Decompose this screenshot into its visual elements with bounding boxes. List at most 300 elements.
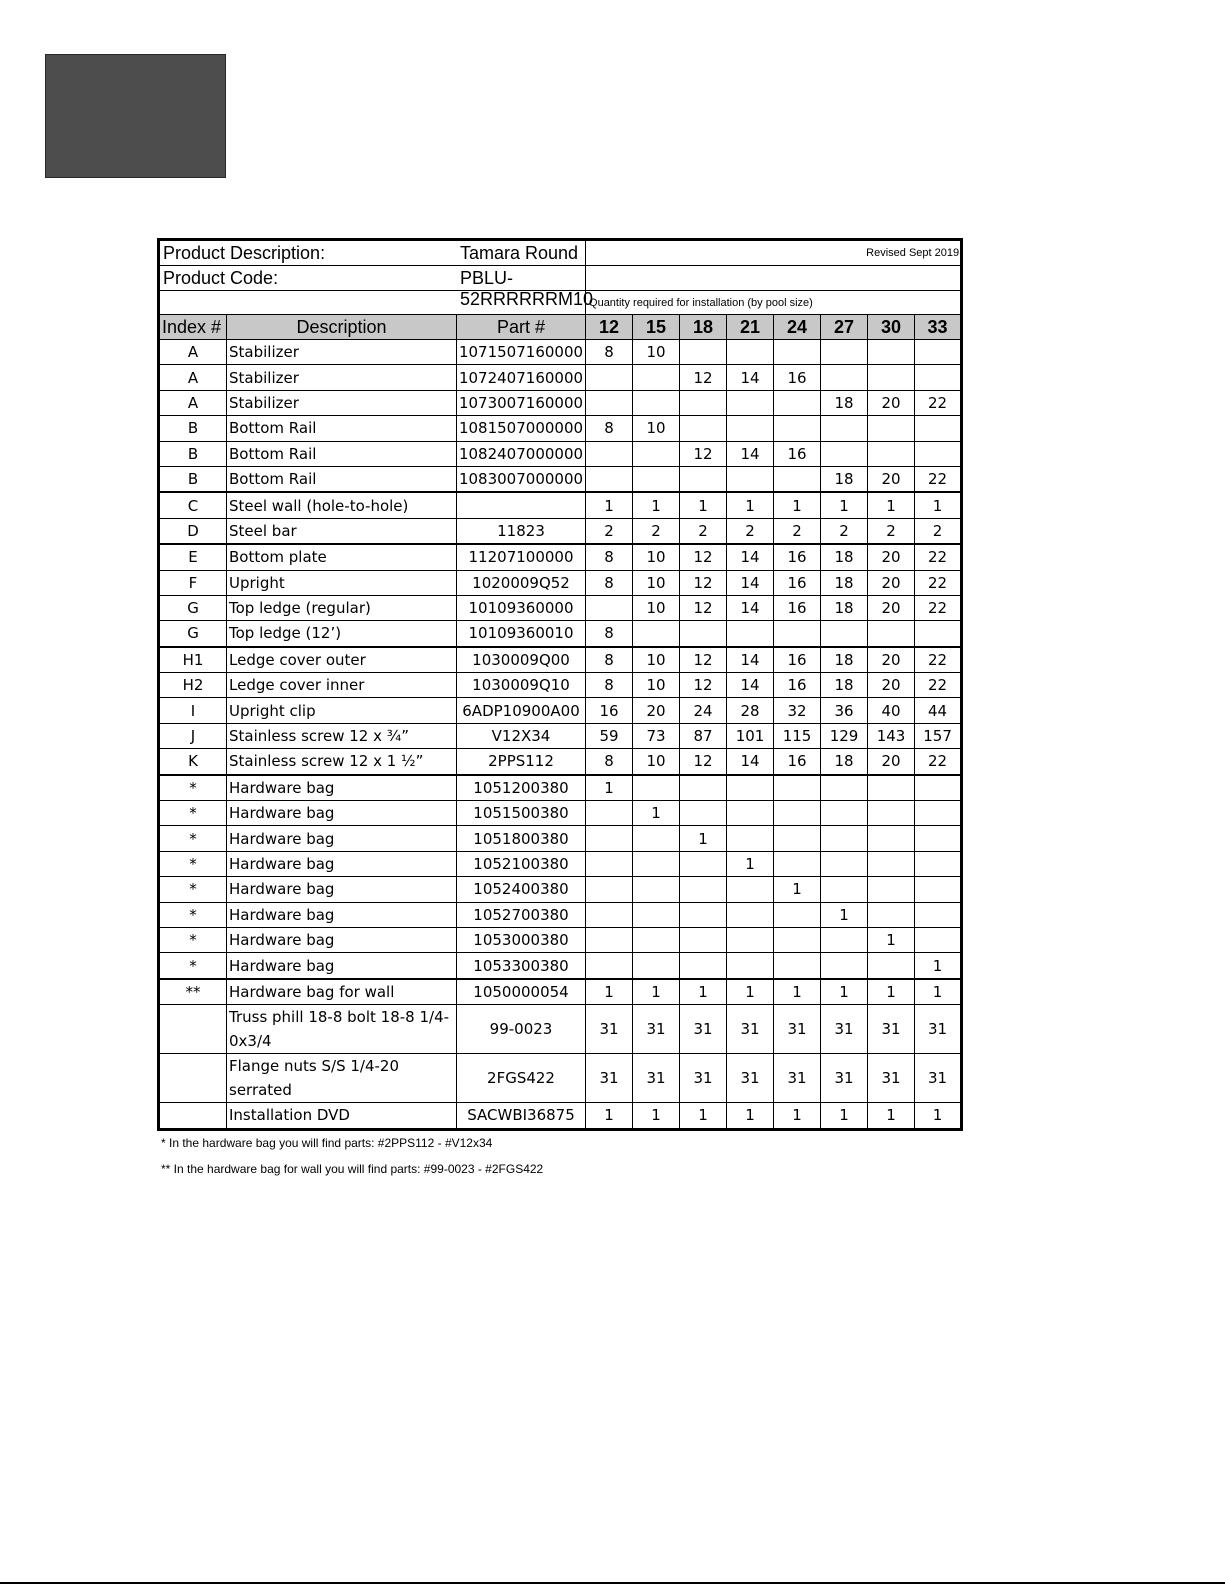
quantity-cell: 20: [868, 749, 915, 775]
quantity-cell: [915, 801, 962, 826]
index-cell: *: [159, 801, 227, 826]
table-row: [159, 953, 962, 979]
quantity-cell: 2: [727, 518, 774, 544]
quantity-cell: [680, 927, 727, 952]
quantity-cell: 20: [868, 466, 915, 492]
quantity-cell: 1: [868, 979, 915, 1005]
quantity-cell: 18: [821, 544, 868, 570]
index-cell: G: [159, 595, 227, 620]
quantity-cell: 16: [774, 595, 821, 620]
quantity-cell: [868, 902, 915, 927]
quantity-cell: 1: [774, 1103, 821, 1129]
index-cell: A: [159, 340, 227, 365]
quantity-cell: 24: [680, 698, 727, 723]
quantity-cell: [586, 441, 633, 466]
quantity-cell: 8: [586, 673, 633, 698]
quantity-cell: [821, 621, 868, 647]
quantity-cell: [633, 927, 680, 952]
quantity-cell: [586, 877, 633, 902]
description-cell: Steel bar: [227, 518, 457, 544]
quantity-cell: [774, 466, 821, 492]
quantity-cell: 20: [868, 390, 915, 415]
product-description-row: [159, 240, 962, 266]
quantity-cell: 73: [633, 723, 680, 748]
quantity-cell: 18: [821, 673, 868, 698]
quantity-cell: [727, 801, 774, 826]
part-number-cell: 1082407000000: [457, 441, 586, 466]
part-number-cell: 1053300380: [457, 953, 586, 979]
quantity-cell: 22: [915, 570, 962, 595]
part-number-cell: 2FGS422: [457, 1054, 586, 1103]
description-cell: Stainless screw 12 x 1 ½”: [227, 749, 457, 775]
description-cell: Hardware bag: [227, 927, 457, 952]
quantity-cell: [680, 466, 727, 492]
quantity-cell: [915, 340, 962, 365]
quantity-cell: [586, 826, 633, 851]
table-row: [159, 340, 962, 365]
quantity-cell: 1: [774, 492, 821, 518]
table-row: [159, 673, 962, 698]
quantity-cell: [633, 365, 680, 390]
description-cell: Bottom Rail: [227, 441, 457, 466]
quantity-cell: [774, 927, 821, 952]
quantity-cell: 1: [915, 979, 962, 1005]
column-header-size: 33: [915, 315, 962, 340]
quantity-cell: [727, 877, 774, 902]
table-row: [159, 570, 962, 595]
part-number-cell: [457, 492, 586, 518]
description-cell: Hardware bag: [227, 877, 457, 902]
product-code-value: PBLU-52RRRRRRM10: [460, 267, 594, 309]
quantity-cell: 8: [586, 416, 633, 441]
quantity-cell: 1: [774, 877, 821, 902]
quantity-cell: [821, 340, 868, 365]
table-row: [159, 801, 962, 826]
quantity-cell: [633, 775, 680, 801]
quantity-cell: 12: [680, 673, 727, 698]
quantity-cell: [774, 851, 821, 876]
part-number-cell: 1020009Q52: [457, 570, 586, 595]
part-number-cell: 11823: [457, 518, 586, 544]
description-cell: Hardware bag: [227, 851, 457, 876]
quantity-cell: [680, 953, 727, 979]
quantity-cell: 1: [633, 979, 680, 1005]
quantity-cell: 1: [586, 1103, 633, 1129]
quantity-cell: 1: [774, 979, 821, 1005]
quantity-cell: [680, 801, 727, 826]
quantity-cell: [774, 621, 821, 647]
part-number-cell: 1051500380: [457, 801, 586, 826]
quantity-cell: 31: [915, 1005, 962, 1054]
quantity-cell: [586, 365, 633, 390]
quantity-cell: [633, 441, 680, 466]
index-cell: [159, 1005, 227, 1054]
quantity-cell: 14: [727, 570, 774, 595]
index-cell: K: [159, 749, 227, 775]
table-row: [159, 441, 962, 466]
quantity-cell: 1: [680, 492, 727, 518]
quantity-cell: [821, 927, 868, 952]
quantity-cell: [868, 877, 915, 902]
quantity-cell: 1: [633, 801, 680, 826]
part-number-cell: 1051800380: [457, 826, 586, 851]
index-cell: B: [159, 416, 227, 441]
quantity-cell: 1: [868, 492, 915, 518]
description-cell: Stabilizer: [227, 340, 457, 365]
part-number-cell: SACWBI36875: [457, 1103, 586, 1129]
quantity-cell: [680, 621, 727, 647]
quantity-cell: [633, 902, 680, 927]
index-cell: *: [159, 826, 227, 851]
quantity-cell: [633, 851, 680, 876]
quantity-cell: 1: [727, 979, 774, 1005]
quantity-cell: 8: [586, 647, 633, 673]
quantity-cell: 31: [586, 1005, 633, 1054]
table-row: [159, 416, 962, 441]
table-row: [159, 826, 962, 851]
quantity-cell: [586, 851, 633, 876]
page-bottom-rule: [0, 1582, 1225, 1584]
quantity-cell: 14: [727, 673, 774, 698]
quantity-cell: 8: [586, 544, 633, 570]
quantity-cell: 14: [727, 365, 774, 390]
quantity-cell: [727, 953, 774, 979]
quantity-cell: 10: [633, 749, 680, 775]
index-cell: H1: [159, 647, 227, 673]
table-row: [159, 723, 962, 748]
table-row: [159, 365, 962, 390]
index-cell: *: [159, 877, 227, 902]
index-cell: B: [159, 466, 227, 492]
quantity-cell: 22: [915, 466, 962, 492]
quantity-cell: 31: [680, 1054, 727, 1103]
table-row: [159, 647, 962, 673]
quantity-cell: 12: [680, 749, 727, 775]
quantity-cell: [868, 365, 915, 390]
description-cell: Stabilizer: [227, 365, 457, 390]
quantity-cell: 2: [633, 518, 680, 544]
column-header-index: Index #: [159, 315, 227, 340]
quantity-cell: [727, 340, 774, 365]
quantity-cell: 32: [774, 698, 821, 723]
revised-date: Revised Sept 2019: [586, 240, 962, 266]
product-description-cell: [159, 240, 586, 266]
column-header-size: 21: [727, 315, 774, 340]
quantity-cell: 1: [727, 1103, 774, 1129]
quantity-cell: 18: [821, 390, 868, 415]
description-cell: Hardware bag for wall: [227, 979, 457, 1005]
quantity-cell: 31: [633, 1054, 680, 1103]
quantity-cell: 20: [868, 673, 915, 698]
quantity-cell: 31: [821, 1054, 868, 1103]
quantity-cell: [727, 621, 774, 647]
quantity-cell: 14: [727, 441, 774, 466]
part-number-cell: 1052700380: [457, 902, 586, 927]
quantity-cell: 28: [727, 698, 774, 723]
quantity-cell: 31: [727, 1054, 774, 1103]
part-number-cell: 1073007160000: [457, 390, 586, 415]
quantity-cell: 14: [727, 595, 774, 620]
quantity-cell: 31: [821, 1005, 868, 1054]
quantity-cell: 20: [868, 647, 915, 673]
quantity-cell: 12: [680, 570, 727, 595]
quantity-cell: 16: [774, 441, 821, 466]
quantity-cell: 12: [680, 544, 727, 570]
part-number-cell: 1050000054: [457, 979, 586, 1005]
description-cell: Flange nuts S/S 1/4-20 serrated: [227, 1054, 457, 1103]
description-cell: Hardware bag: [227, 775, 457, 801]
quantity-cell: 2: [774, 518, 821, 544]
part-number-cell: 1083007000000: [457, 466, 586, 492]
quantity-cell: 20: [633, 698, 680, 723]
table-row: [159, 1103, 962, 1129]
description-cell: Top ledge (12’): [227, 621, 457, 647]
column-header-part: Part #: [457, 315, 586, 340]
index-cell: H2: [159, 673, 227, 698]
table-row: [159, 492, 962, 518]
description-cell: Truss phill 18-8 bolt 18-8 1/4-0x3/4: [227, 1005, 457, 1054]
table-row: [159, 595, 962, 620]
quantity-cell: 10: [633, 340, 680, 365]
quantity-cell: 18: [821, 466, 868, 492]
quantity-cell: 22: [915, 544, 962, 570]
quantity-cell: [680, 851, 727, 876]
quantity-cell: 2: [821, 518, 868, 544]
dark-placeholder-box: [45, 54, 226, 178]
quantity-cell: 18: [821, 595, 868, 620]
quantity-cell: 31: [868, 1054, 915, 1103]
quantity-cell: 16: [774, 673, 821, 698]
table-row: [159, 698, 962, 723]
quantity-cell: [586, 466, 633, 492]
description-cell: Upright clip: [227, 698, 457, 723]
quantity-cell: 31: [774, 1005, 821, 1054]
quantity-cell: [586, 801, 633, 826]
quantity-cell: [774, 775, 821, 801]
quantity-cell: 1: [821, 492, 868, 518]
part-number-cell: 1030009Q10: [457, 673, 586, 698]
description-cell: Bottom Rail: [227, 466, 457, 492]
part-number-cell: 1051200380: [457, 775, 586, 801]
quantity-cell: 22: [915, 749, 962, 775]
quantity-cell: [915, 365, 962, 390]
quantity-cell: [868, 775, 915, 801]
quantity-cell: 8: [586, 570, 633, 595]
quantity-cell: 8: [586, 749, 633, 775]
quantity-cell: [633, 390, 680, 415]
quantity-cell: 18: [821, 749, 868, 775]
quantity-cell: 31: [915, 1054, 962, 1103]
part-number-cell: 2PPS112: [457, 749, 586, 775]
quantity-cell: 16: [774, 365, 821, 390]
table-row: [159, 902, 962, 927]
quantity-cell: [774, 902, 821, 927]
quantity-cell: 2: [915, 518, 962, 544]
part-number-cell: 1053000380: [457, 927, 586, 952]
quantity-cell: [633, 621, 680, 647]
index-cell: [159, 1103, 227, 1129]
quantity-cell: [586, 953, 633, 979]
quantity-cell: [727, 902, 774, 927]
quantity-cell: [586, 902, 633, 927]
index-cell: **: [159, 979, 227, 1005]
quantity-cell: 12: [680, 647, 727, 673]
quantity-cell: 2: [868, 518, 915, 544]
quantity-cell: [868, 416, 915, 441]
column-header-size: 12: [586, 315, 633, 340]
quantity-cell: 31: [633, 1005, 680, 1054]
quantity-cell: 20: [868, 544, 915, 570]
quantity-cell: [586, 390, 633, 415]
table-row: [159, 518, 962, 544]
description-cell: Installation DVD: [227, 1103, 457, 1129]
quantity-cell: [915, 851, 962, 876]
description-cell: Top ledge (regular): [227, 595, 457, 620]
quantity-cell: [774, 390, 821, 415]
table-row: [159, 1054, 962, 1103]
quantity-cell: 16: [774, 749, 821, 775]
column-header-row: [159, 315, 962, 340]
quantity-cell: 143: [868, 723, 915, 748]
quantity-cell: [821, 877, 868, 902]
quantity-cell: [680, 775, 727, 801]
quantity-cell: 2: [680, 518, 727, 544]
description-cell: Stabilizer: [227, 390, 457, 415]
part-number-cell: 1030009Q00: [457, 647, 586, 673]
quantity-cell: [821, 826, 868, 851]
table-row: [159, 979, 962, 1005]
description-cell: Bottom plate: [227, 544, 457, 570]
quantity-cell: 1: [821, 902, 868, 927]
column-header-size: 24: [774, 315, 821, 340]
quantity-cell: [774, 826, 821, 851]
quantity-cell: 10: [633, 595, 680, 620]
quantity-cell: 1: [727, 851, 774, 876]
quantity-cell: [727, 466, 774, 492]
product-description-value: Tamara Round: [460, 242, 579, 263]
quantity-cell: 14: [727, 749, 774, 775]
quantity-cell: 16: [774, 544, 821, 570]
column-header-size: 27: [821, 315, 868, 340]
quantity-cell: 1: [727, 492, 774, 518]
quantity-cell: 22: [915, 647, 962, 673]
table-row: [159, 544, 962, 570]
table-row: [159, 749, 962, 775]
description-cell: Bottom Rail: [227, 416, 457, 441]
description-cell: Hardware bag: [227, 953, 457, 979]
part-number-cell: 10109360000: [457, 595, 586, 620]
quantity-cell: 31: [680, 1005, 727, 1054]
part-number-cell: 10109360010: [457, 621, 586, 647]
column-header-size: 15: [633, 315, 680, 340]
quantity-cell: [821, 851, 868, 876]
index-cell: *: [159, 902, 227, 927]
quantity-cell: 36: [821, 698, 868, 723]
table-row: [159, 466, 962, 492]
quantity-note: Quantity required for installation (by pool size): [586, 291, 962, 315]
parts-table: [157, 238, 963, 1131]
table-row: [159, 877, 962, 902]
index-cell: A: [159, 365, 227, 390]
index-cell: G: [159, 621, 227, 647]
quantity-cell: [680, 340, 727, 365]
quantity-cell: 101: [727, 723, 774, 748]
quantity-cell: 1: [680, 1103, 727, 1129]
quantity-cell: [821, 801, 868, 826]
quantity-cell: 1: [680, 979, 727, 1005]
description-cell: Ledge cover outer: [227, 647, 457, 673]
quantity-cell: [727, 775, 774, 801]
quantity-cell: 16: [774, 647, 821, 673]
quantity-cell: [633, 953, 680, 979]
quantity-cell: [868, 826, 915, 851]
quantity-cell: [821, 441, 868, 466]
quantity-cell: 40: [868, 698, 915, 723]
table-row: [159, 927, 962, 952]
quantity-cell: [868, 801, 915, 826]
quantity-cell: [680, 877, 727, 902]
index-cell: *: [159, 775, 227, 801]
quantity-cell: 12: [680, 441, 727, 466]
quantity-cell: [915, 441, 962, 466]
quantity-cell: [774, 953, 821, 979]
quantity-cell: 59: [586, 723, 633, 748]
quantity-cell: 1: [633, 492, 680, 518]
quantity-cell: [774, 340, 821, 365]
quantity-cell: [868, 340, 915, 365]
quantity-cell: 14: [727, 544, 774, 570]
quantity-cell: 10: [633, 647, 680, 673]
quantity-cell: 1: [821, 1103, 868, 1129]
quantity-cell: [586, 595, 633, 620]
quantity-cell: 1: [915, 492, 962, 518]
quantity-cell: [680, 390, 727, 415]
quantity-cell: [727, 826, 774, 851]
quantity-cell: 10: [633, 673, 680, 698]
product-code-label: Product Code:: [163, 267, 279, 288]
quantity-cell: [633, 466, 680, 492]
index-cell: [159, 1054, 227, 1103]
quantity-cell: 8: [586, 340, 633, 365]
table-row: [159, 851, 962, 876]
index-cell: E: [159, 544, 227, 570]
quantity-cell: 2: [586, 518, 633, 544]
quantity-cell: 1: [633, 1103, 680, 1129]
index-cell: C: [159, 492, 227, 518]
quantity-cell: [868, 621, 915, 647]
quantity-cell: [821, 416, 868, 441]
quantity-cell: 10: [633, 544, 680, 570]
quantity-cell: [727, 390, 774, 415]
quantity-cell: 22: [915, 390, 962, 415]
product-description-label: Product Description:: [163, 242, 326, 263]
quantity-cell: [774, 416, 821, 441]
quantity-cell: 14: [727, 647, 774, 673]
index-cell: F: [159, 570, 227, 595]
quantity-cell: [915, 826, 962, 851]
index-cell: *: [159, 927, 227, 952]
part-number-cell: 1081507000000: [457, 416, 586, 441]
part-number-cell: 99-0023: [457, 1005, 586, 1054]
product-code-row: [159, 266, 962, 291]
quantity-cell: 1: [680, 826, 727, 851]
index-cell: A: [159, 390, 227, 415]
quantity-cell: 87: [680, 723, 727, 748]
quantity-cell: 1: [915, 953, 962, 979]
quantity-cell: [586, 927, 633, 952]
quantity-cell: 16: [586, 698, 633, 723]
quantity-cell: [915, 877, 962, 902]
